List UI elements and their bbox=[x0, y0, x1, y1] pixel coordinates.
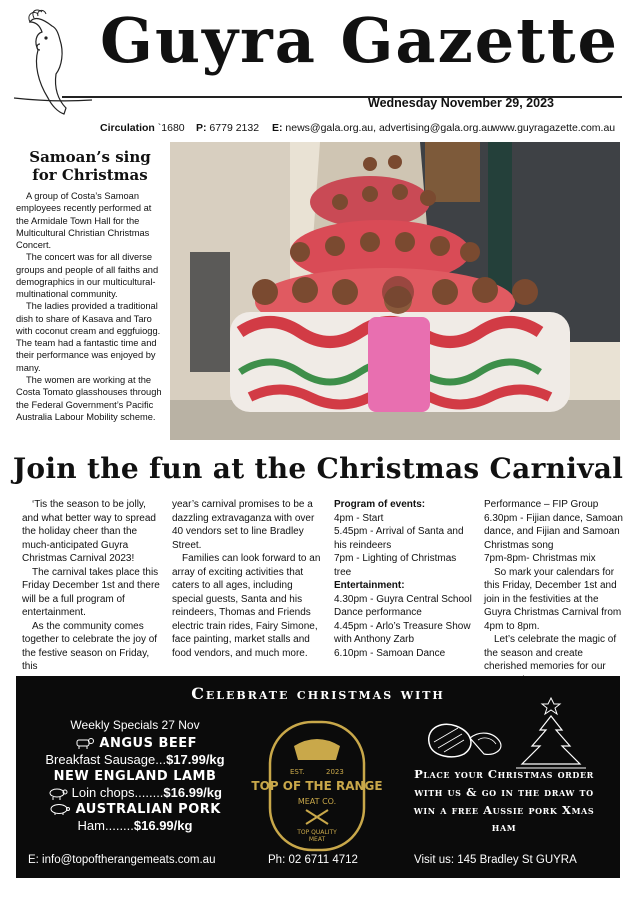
special-item: Loin chops........ bbox=[71, 785, 164, 800]
program-item: 7pm - Lighting of Christmas tree bbox=[334, 553, 457, 578]
butcher-advertisement bbox=[16, 676, 620, 878]
ad-phone: Ph: 02 6711 4712 bbox=[268, 854, 358, 866]
logo-year: 2023 bbox=[326, 768, 344, 776]
special-item: Breakfast Sausage... bbox=[45, 752, 167, 767]
carnival-para: Let’s celebrate the magic of the season and create cherished memories for our bbox=[484, 634, 617, 672]
promo-text: Place your Christmas order with us & go in the draw to win a free Aussie pork Xmas ham bbox=[413, 767, 595, 835]
logo-name: TOP OF THE RANGE bbox=[251, 779, 383, 793]
entertainment-item: 6.10pm - Samoan Dance bbox=[334, 647, 446, 659]
carnival-para: The carnival takes place this Friday December 1st and there will be a full program of entertainment. bbox=[22, 566, 160, 618]
phone-label: P: bbox=[196, 122, 207, 134]
crossed-knives-icon bbox=[306, 810, 328, 824]
logo-tagline-1: TOP QUALITY bbox=[297, 829, 337, 836]
masthead bbox=[0, 0, 636, 140]
logo-tagline-2: MEAT bbox=[308, 836, 326, 843]
entertainment-item: Performance – FIP Group bbox=[484, 499, 599, 510]
sheep-icon bbox=[48, 788, 68, 800]
circulation bbox=[100, 122, 210, 134]
special-category: NEW ENGLAND LAMB bbox=[53, 769, 217, 784]
carnival-para: As the community comes together to celebrate the joy of the festive season on Friday, this bbox=[22, 620, 158, 672]
samoan-story-para: The women are working at the Costa Tomato glasshouses through the Federal Government’s Pacific Australia Labour Mobility scheme. bbox=[16, 374, 162, 422]
cockatoo-logo-icon bbox=[12, 8, 92, 118]
carnival-column-1 bbox=[22, 498, 160, 674]
samoan-story-headline: Samoan’s sing for Christmas bbox=[29, 148, 151, 184]
circulation-label: Circulation bbox=[100, 122, 155, 134]
email-value: news@gala.org.au, advertising@gala.org.au bbox=[285, 122, 493, 134]
special-lamb bbox=[30, 767, 240, 800]
ad-email: E: info@topoftherangemeats.com.au bbox=[28, 854, 216, 866]
samoan-story-para: A group of Costa’s Samoan employees recently performed at the Armidale Town Hall for the Multicultural Christian Christmas Concert. bbox=[16, 191, 152, 251]
issue-date: Wednesday November 29, 2023 bbox=[368, 96, 554, 110]
special-price: $17.99/kg bbox=[166, 752, 225, 767]
website: www.guyragazette.com.au bbox=[492, 122, 616, 134]
carnival-column-2 bbox=[172, 498, 322, 660]
carnival-para: So mark your calendars for this Friday, December 1st and join in the festivities at the Guyra Christmas Carnival from 4pm to 8pm. bbox=[484, 566, 622, 632]
special-category: ANGUS BEEF bbox=[99, 736, 198, 751]
carnival-para: Families can look forward to an array of exciting activities that caters to all ages, including special guests, Santa and his reindeers, Thomas and Friends electric train rides, Fairy Simone, face painting, market stalls and food vendors, and much more. bbox=[172, 553, 321, 659]
pig-icon bbox=[49, 803, 71, 815]
program-item: 4pm - Start bbox=[334, 512, 384, 524]
carnival-column-4 bbox=[484, 498, 624, 687]
ham-icon bbox=[420, 716, 510, 760]
samoan-story-para: The ladies provided a traditional dish to share of Kasava and Taro with coconut cream and eggfuiogg. The team had a fantastic time and their performance was enjoyed by many. bbox=[16, 301, 161, 373]
special-beef bbox=[30, 734, 240, 767]
logo-sub: MEAT CO. bbox=[297, 797, 337, 806]
special-price: $16.99/kg bbox=[163, 785, 222, 800]
samoan-story bbox=[16, 148, 164, 423]
program-item: 5.45pm - Arrival of Santa and his reindeers bbox=[334, 526, 464, 551]
masthead-title: Guyra Gazette bbox=[100, 4, 619, 77]
cow-icon bbox=[73, 737, 95, 749]
specials-week: Weekly Specials 27 Nov bbox=[70, 718, 200, 732]
carnival-para: year’s carnival promises to be a dazzling extravaganza with over 40 vendors set to line Bradley Street. bbox=[172, 499, 315, 551]
entertainment-item: 6.30pm - Fijian dance, Samoan dance, and Fijian and Samoan Christmas song bbox=[484, 512, 623, 551]
logo-est: EST. bbox=[290, 768, 305, 776]
top-of-the-range-logo bbox=[242, 716, 392, 856]
ad-address: Visit us: 145 Bradley St GUYRA bbox=[414, 854, 577, 866]
program-heading: Program of events: bbox=[334, 499, 426, 510]
entertainment-heading: Entertainment: bbox=[334, 580, 405, 591]
samoan-choir-photo bbox=[170, 142, 620, 440]
email-label: E: bbox=[272, 122, 283, 134]
special-pork bbox=[30, 800, 240, 833]
samoan-story-para: The concert was for all diverse groups and people of all faiths and demographics in our multicultural-multinational community. bbox=[16, 252, 159, 300]
special-price: $16.99/kg bbox=[133, 818, 193, 833]
entertainment-item: 4.30pm - Guyra Central School Dance performance bbox=[334, 593, 472, 618]
carnival-headline: Join the fun at the Christmas Carnival bbox=[12, 452, 624, 485]
circulation-value: `1680 bbox=[157, 122, 185, 134]
phone-value: 6779 2132 bbox=[209, 122, 260, 134]
carnival-para: ‘Tis the season to be jolly, and what better way to spread the holiday cheer than the much-anticipated Guyra Christmas Carnival 2023! bbox=[22, 499, 156, 564]
weekly-specials bbox=[30, 718, 240, 833]
special-item: Ham........ bbox=[77, 818, 134, 833]
carnival-column-3 bbox=[334, 498, 474, 660]
entertainment-item: 7pm-8pm- Christmas mix bbox=[484, 553, 596, 564]
entertainment-item: 4.45pm - Arlo’s Treasure Show with Anthony Zarb bbox=[334, 620, 471, 645]
ad-heading: Celebrate christmas with bbox=[191, 684, 445, 703]
special-category: AUSTRALIAN PORK bbox=[75, 802, 221, 817]
email bbox=[272, 122, 512, 134]
